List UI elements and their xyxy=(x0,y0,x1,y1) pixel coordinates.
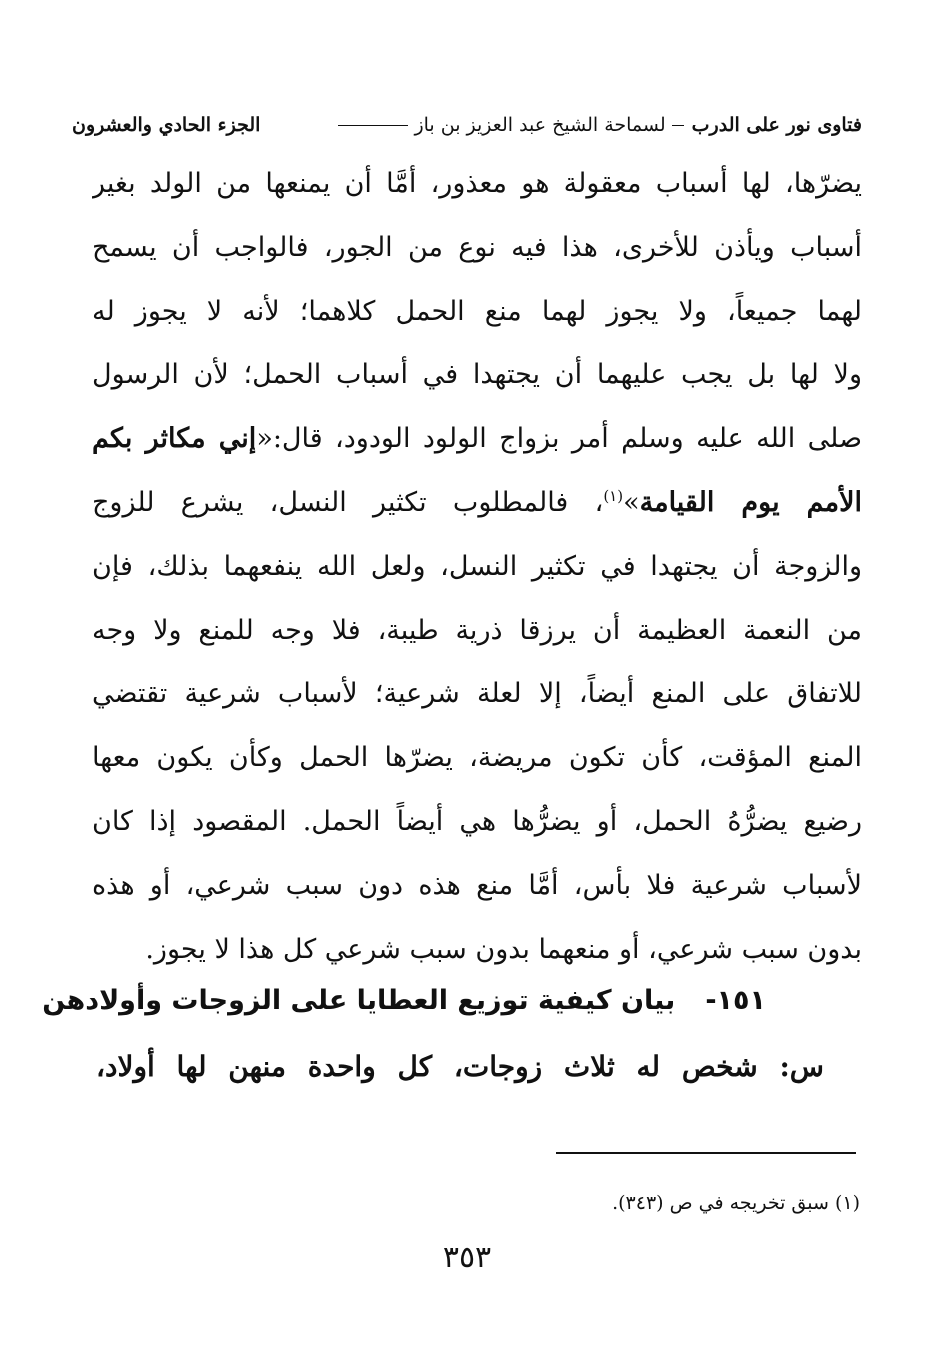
text-line: المنع المؤقت، كأن تكون مريضة، يضرّها الحمل وكأن يكون معها xyxy=(92,742,862,774)
text-line: يضرّها، لها أسباب معقولة هو معذور، أمَّا أن يمنعها من الولد بغير xyxy=(92,168,862,199)
text-line: لهما جميعاً، ولا يجوز لهما منع الحمل كلاهما؛ لأنه لا يجوز له xyxy=(92,295,862,327)
volume-title: الجزء الحادي والعشرون xyxy=(72,114,261,136)
text-line: بدون سبب شرعي، أو منعهما بدون سبب شرعي كل هذا لا يجوز. xyxy=(145,933,862,965)
footnote-divider xyxy=(556,1152,856,1154)
hadith-quote-bold: إني مكاثر بكم xyxy=(92,423,257,455)
section-title: بيان كيفية توزيع العطايا على الزوجات وأولادهن xyxy=(42,985,676,1016)
main-text xyxy=(92,152,862,981)
running-header xyxy=(72,108,862,142)
header-author-group xyxy=(260,114,691,136)
section-heading xyxy=(42,985,766,1016)
author-name: لسماحة الشيخ عبد العزيز بن باز xyxy=(414,114,666,136)
header-dash xyxy=(672,125,684,126)
footnote: (١) سبق تخريجه في ص (٣٤٣). xyxy=(612,1192,860,1214)
text-line: للاتفاق على المنع أيضاً، إلا لعلة شرعية؛ لأسباب شرعية تقتضي xyxy=(92,678,862,710)
text-segment: صلى الله عليه وسلم أمر بزواج الولود الودود، قال:« xyxy=(256,423,862,455)
page-number: ٣٥٣ xyxy=(442,1240,492,1275)
text-segment: ، فالمطلوب تكثير النسل، يشرع للزوج xyxy=(92,486,604,518)
header-dash-long xyxy=(338,125,408,126)
text-line: والزوجة أن يجتهدا في تكثير النسل، ولعل الله ينفعهما بذلك، فإن xyxy=(92,550,862,582)
footnote-ref: (١) xyxy=(603,486,624,505)
text-line-hadith-start xyxy=(92,407,862,471)
text-line: أسباب ويأذن للأخرى، هذا فيه نوع من الجور، فالواجب أن يسمح xyxy=(92,231,862,263)
text-line: رضيع يضرُّهُ الحمل، أو يضرُّها هي أيضاً الحمل. المقصود إذا كان xyxy=(92,805,862,837)
text-line: ولا لها بل يجب عليهما أن يجتهدا في أسباب الحمل؛ لأن الرسول xyxy=(92,359,862,391)
text-line: من النعمة العظيمة أن يرزقا ذرية طيبة، فلا وجه للمنع ولا وجه xyxy=(92,614,862,646)
quote-close: » xyxy=(623,486,640,518)
text-line-hadith-end xyxy=(92,471,862,535)
book-title: فتاوى نور على الدرب xyxy=(691,114,862,136)
question-text: س: شخص له ثلاث زوجات، كل واحدة منهن لها أولاد، xyxy=(96,1050,824,1083)
hadith-quote-bold: الأمم يوم القيامة xyxy=(639,486,862,518)
section-number: ١٥١- xyxy=(705,985,766,1016)
text-line: لأسباب شرعية فلا بأس، أمَّا منع هذه دون سبب شرعي، أو هذه xyxy=(92,869,862,901)
